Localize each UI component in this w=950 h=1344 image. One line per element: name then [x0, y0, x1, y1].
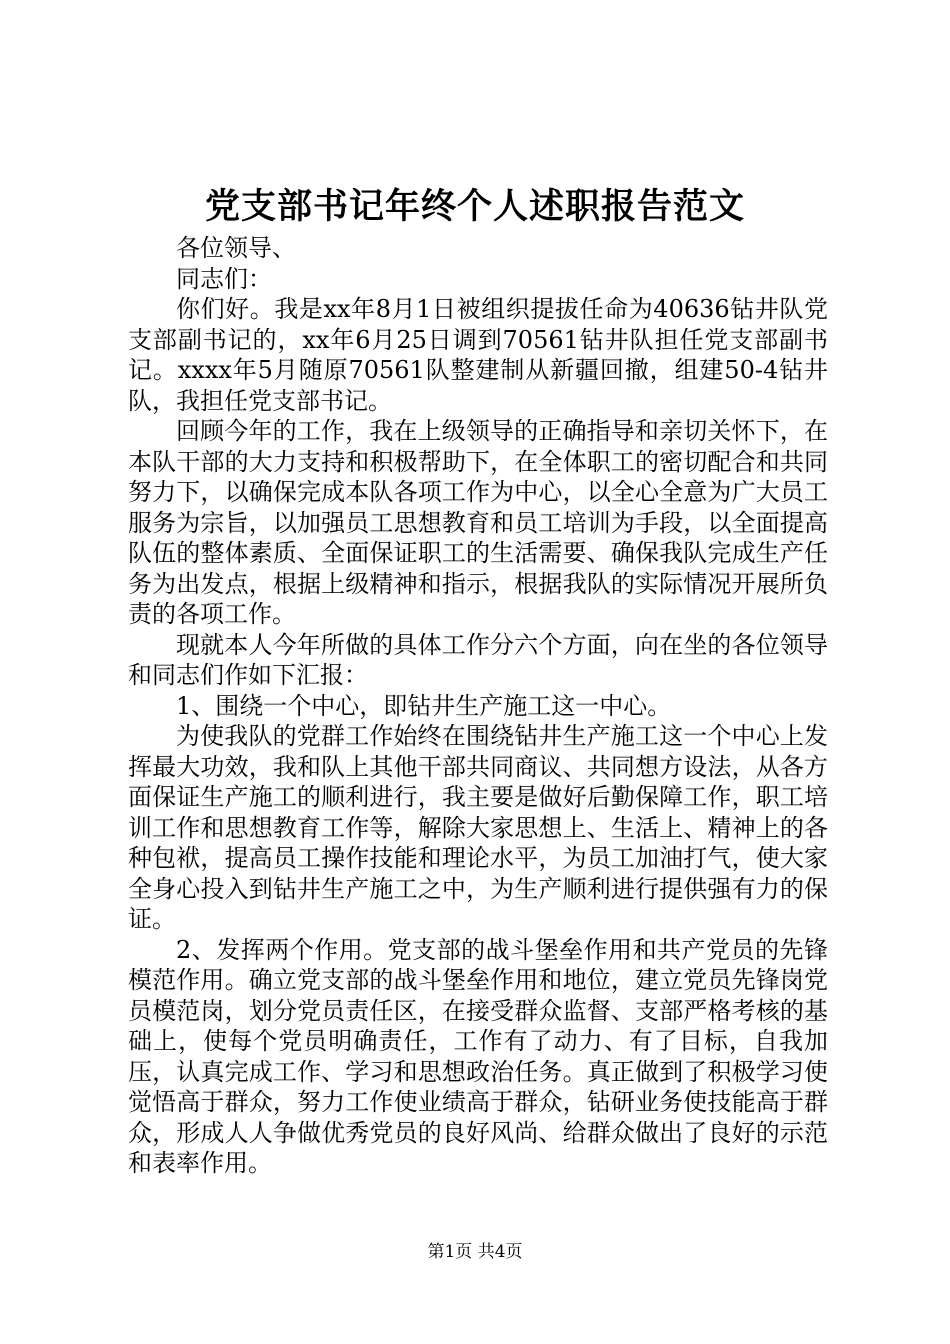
- body-paragraph: 现就本人今年所做的具体工作分六个方面，向在坐的各位领导和同志们作如下汇报：: [128, 630, 828, 689]
- document-body: [128, 233, 828, 1179]
- body-paragraph: 你们好。我是xx年8月1日被组织提拔任命为40636钻井队党支部副书记的，xx年6月25日调到70561钻井队担任党支部副书记。xxxx年5月随原70561队整建制从新疆回撤，组建50-4钻井队，我担任党支部书记。: [128, 295, 828, 415]
- salutation-line: 同志们：: [176, 264, 272, 293]
- body-paragraph: 回顾今年的工作，我在上级领导的正确指导和亲切关怀下，在本队干部的大力支持和积极帮助下，在全体职工的密切配合和共同努力下，以确保完成本队各项工作为中心，以全心全意为广大员工服务为宗旨，以加强员工思想教育和员工培训为手段，以全面提高队伍的整体素质、全面保证职工的生活需要、确保我队完成生产任务为出发点，根据上级精神和指示，根据我队的实际情况开展所负责的各项工作。: [128, 417, 828, 628]
- document-title: 党支部书记年终个人述职报告范文: [204, 186, 745, 227]
- salutation-line: 各位领导、: [176, 234, 296, 262]
- body-paragraph: 2、发挥两个作用。党支部的战斗堡垒作用和共产党员的先锋模范作用。确立党支部的战斗堡垒作用和地位，建立党员先锋岗党员模范岗，划分党员责任区，在接受群众监督、支部严格考核的基础上，使每个党员明确责任，工作有了动力、有了目标，自我加压，认真完成工作、学习和思想政治任务。真正做到了积极学习使觉悟高于群众，努力工作使业绩高于群众，钻研业务使技能高于群众，形成人人争做优秀党员的良好风尚、给群众做出了良好的示范和表率作用。: [128, 935, 828, 1177]
- body-paragraph: 为使我队的党群工作始终在围绕钻井生产施工这一个中心上发挥最大功效，我和队上其他干部共同商议、共同想方设法，从各方面保证生产施工的顺利进行，我主要是做好后勤保障工作，职工培训工作和思想教育工作等，解除大家思想上、生活上、精神上的各种包袱，提高员工操作技能和理论水平，为员工加油打气，使大家全身心投入到钻井生产施工之中，为生产顺利进行提供强有力的保证。: [128, 722, 828, 933]
- page-number-footer: 第1页 共4页: [427, 1242, 523, 1262]
- section-heading: 1、围绕一个中心，即钻井生产施工这一中心。: [176, 691, 672, 720]
